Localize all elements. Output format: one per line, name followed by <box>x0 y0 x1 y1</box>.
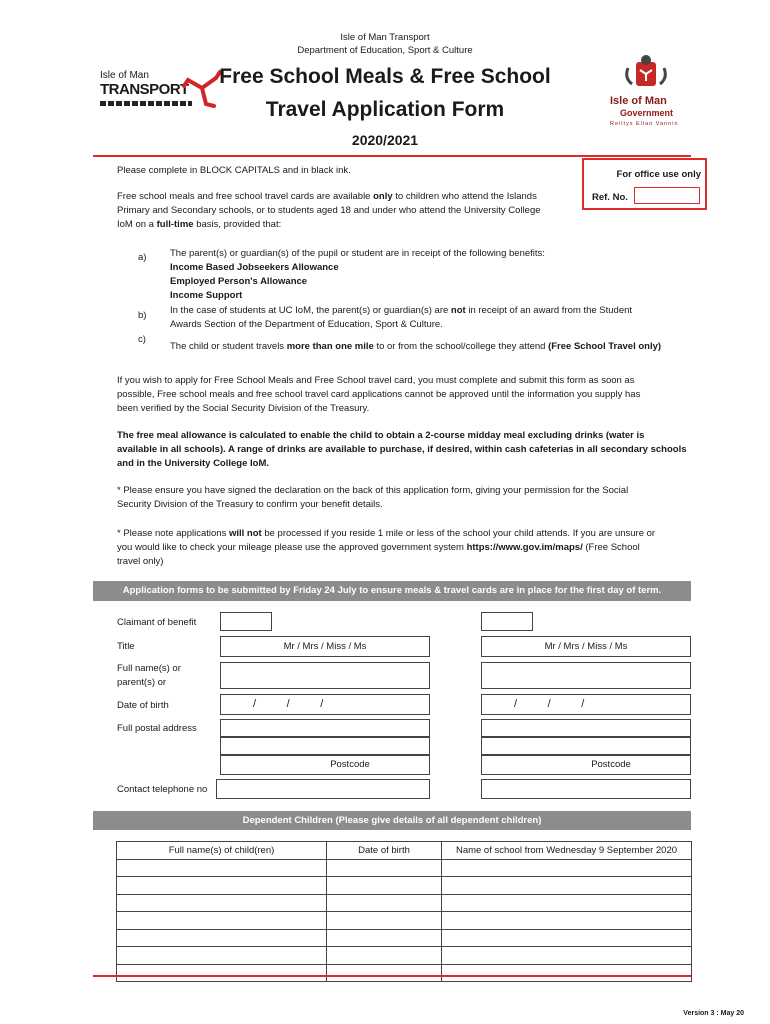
block-capitals-note: Please complete in BLOCK CAPITALS and in black ink. <box>117 165 351 176</box>
full-name-label <box>117 662 181 690</box>
child-name-cell[interactable] <box>117 947 327 965</box>
condition-c: The child or student travels more than one mile to or from the school/college they attend (Free School Travel only) <box>170 341 662 352</box>
dob-field-1[interactable]: / / / <box>220 694 430 715</box>
postcode-field-2[interactable]: Postcode <box>481 755 691 775</box>
claimant-1-checkbox[interactable] <box>220 612 272 631</box>
child-school-cell[interactable] <box>442 894 692 912</box>
mileage-line-2: you would like to check your mileage please use the approved government system https://www.gov.im/maps/ (Free School <box>117 542 640 553</box>
table-row <box>117 894 692 912</box>
dob-label: Date of birth <box>117 700 169 711</box>
condition-c-marker: c) <box>138 334 146 345</box>
column-header-dob: Date of birth <box>327 842 442 860</box>
child-name-cell[interactable] <box>117 877 327 895</box>
phone-field-1[interactable] <box>216 779 430 799</box>
declaration-paragraph <box>117 484 697 512</box>
child-dob-cell[interactable] <box>327 964 442 982</box>
full-name-field-1[interactable] <box>220 662 430 689</box>
form-title-line-2: Travel Application Form <box>265 98 505 121</box>
version-label: Version 3 : May 20 <box>683 1010 744 1017</box>
org-name: Isle of Man Transport <box>340 32 430 43</box>
table-row <box>117 964 692 982</box>
apply-line-2: possible, Free school meals and free school travel card applications cannot be approved until the information you supply has <box>117 389 641 400</box>
allowance-line-2: available in all schools). A range of drinks are available to purchase, if desired, within cash cafeterias in all secondary schools <box>117 444 687 455</box>
child-name-cell[interactable] <box>117 912 327 930</box>
condition-b-line-1: In the case of students at UC IoM, the parent(s) or guardian(s) are not in receipt of an award from the Student <box>170 305 633 316</box>
child-name-cell[interactable] <box>117 859 327 877</box>
government-logo-text-main: Government <box>620 108 674 118</box>
eligibility-line-1: Free school meals and free school travel cards are available only to children who attend the Islands <box>117 191 537 202</box>
government-logo-text-top: Isle of Man <box>610 95 667 107</box>
form-title-line-1: Free School Meals & Free School <box>219 65 551 88</box>
column-header-child-name: Full name(s) of child(ren) <box>117 842 327 860</box>
phone-field-2[interactable] <box>481 779 691 799</box>
address-2-line-2[interactable] <box>481 737 691 755</box>
child-school-cell[interactable] <box>442 929 692 947</box>
office-use-box <box>582 158 707 210</box>
dob-field-2[interactable]: / / / <box>481 694 691 715</box>
mileage-line-3: travel only) <box>117 556 164 567</box>
child-school-cell[interactable] <box>442 964 692 982</box>
child-name-cell[interactable] <box>117 894 327 912</box>
title-field-1[interactable]: Mr / Mrs / Miss / Ms <box>220 636 430 657</box>
table-row <box>117 929 692 947</box>
address-1-line-2[interactable] <box>220 737 430 755</box>
table-header-row <box>117 842 692 860</box>
child-name-cell[interactable] <box>117 964 327 982</box>
claimant-label: Claimant of benefit <box>117 617 197 628</box>
ref-no-label: Ref. No. <box>592 192 628 203</box>
column-header-school: Name of school from Wednesday 9 September 2020 <box>442 842 692 860</box>
postcode-field-1[interactable]: Postcode <box>220 755 430 775</box>
address-label: Full postal address <box>117 723 197 734</box>
department-name: Department of Education, Sport & Culture <box>297 45 473 56</box>
coat-of-arms-icon <box>622 54 670 94</box>
allowance-line-3: and in the University College IoM. <box>117 458 270 469</box>
dependent-children-table <box>116 841 692 982</box>
child-school-cell[interactable] <box>442 912 692 930</box>
transport-logo-text-top: Isle of Man <box>100 70 149 81</box>
title-field-2[interactable]: Mr / Mrs / Miss / Ms <box>481 636 691 657</box>
benefit-income-support: Income Support <box>170 290 243 301</box>
claimant-2-checkbox[interactable] <box>481 612 533 631</box>
child-dob-cell[interactable] <box>327 894 442 912</box>
full-name-label-line-1: Full name(s) or <box>117 663 181 674</box>
full-name-field-2[interactable] <box>481 662 691 689</box>
condition-b-line-2: Awards Section of the Department of Education, Sport & Culture. <box>170 319 443 330</box>
child-name-cell[interactable] <box>117 929 327 947</box>
child-school-cell[interactable] <box>442 947 692 965</box>
submission-deadline-banner: Application forms to be submitted by Friday 24 July to ensure meals & travel cards are in place for the first day of term. <box>93 581 691 601</box>
address-1-line-1[interactable] <box>220 719 430 737</box>
academic-year: 2020/2021 <box>351 132 419 148</box>
table-row <box>117 947 692 965</box>
address-2-line-1[interactable] <box>481 719 691 737</box>
child-dob-cell[interactable] <box>327 859 442 877</box>
eligibility-line-3: IoM on a full-time basis, provided that: <box>117 219 282 230</box>
table-row <box>117 877 692 895</box>
benefit-jobseekers: Income Based Jobseekers Allowance <box>170 262 339 273</box>
dependent-children-banner: Dependent Children (Please give details of all dependent children) <box>93 811 691 830</box>
table-row <box>117 859 692 877</box>
government-logo-text-sub: Reiltys Ellan Vannin <box>610 121 679 127</box>
condition-a <box>170 247 700 303</box>
benefit-employed-person: Employed Person's Allowance <box>170 276 308 287</box>
office-use-title: For office use only <box>616 169 701 180</box>
isle-of-man-government-logo <box>606 54 686 132</box>
table-row <box>117 912 692 930</box>
mileage-line-1: * Please note applications will not be processed if you reside 1 mile or less of the school your child attends. If you are unsure or <box>117 528 656 539</box>
child-dob-cell[interactable] <box>327 912 442 930</box>
child-school-cell[interactable] <box>442 859 692 877</box>
child-dob-cell[interactable] <box>327 929 442 947</box>
phone-label: Contact telephone no <box>117 784 208 795</box>
child-dob-cell[interactable] <box>327 877 442 895</box>
eligibility-line-2: Primary and Secondary schools, or to students aged 18 and under who attend the University College <box>117 205 541 216</box>
apply-line-3: been verified by the Social Security Division of the Treasury. <box>117 403 370 414</box>
maps-link[interactable]: https://www.gov.im/maps/ <box>466 542 583 553</box>
header-divider <box>93 155 691 157</box>
condition-a-marker: a) <box>138 252 147 263</box>
condition-b-marker: b) <box>138 310 147 321</box>
child-dob-cell[interactable] <box>327 947 442 965</box>
allowance-line-1: The free meal allowance is calculated to enable the child to obtain a 2-course midday meal excluding drinks (water is <box>117 430 645 441</box>
full-name-label-line-2: parent(s) or <box>117 677 167 688</box>
eligibility-paragraph <box>117 190 577 232</box>
mileage-paragraph <box>117 527 697 569</box>
apply-paragraph <box>117 374 697 416</box>
allowance-paragraph <box>117 429 697 471</box>
declaration-line-1: * Please ensure you have signed the declaration on the back of this application form, giving your permission for the Social <box>117 485 629 496</box>
declaration-line-2: Security Division of the Treasury to confirm your benefit details. <box>117 499 383 510</box>
condition-a-text: The parent(s) or guardian(s) of the pupil or student are in receipt of the following benefits: <box>170 248 545 259</box>
ref-no-field[interactable] <box>634 187 700 204</box>
footer-divider <box>93 975 691 977</box>
title-label: Title <box>117 641 135 652</box>
transport-logo-text-main: TRANSPORT <box>100 81 189 98</box>
condition-b <box>170 304 700 332</box>
apply-line-1: If you wish to apply for Free School Meals and Free School travel card, you must complete and submit this form as soon as <box>117 375 635 386</box>
child-school-cell[interactable] <box>442 877 692 895</box>
